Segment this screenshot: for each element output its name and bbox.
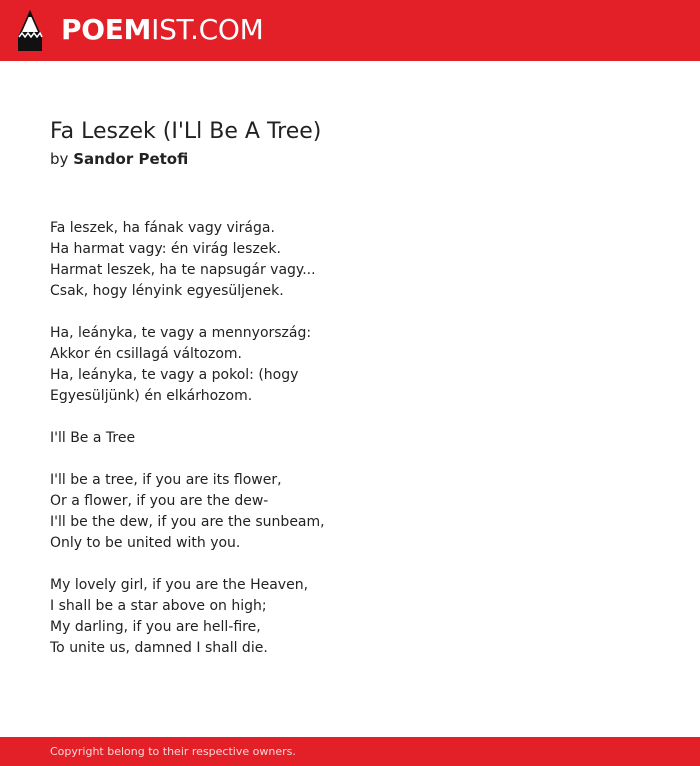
poem-line: Ha harmat vagy: én virág leszek. [50,241,281,257]
poem-title: Fa Leszek (I'Ll Be A Tree) [50,119,322,144]
poem-line: Harmat leszek, ha te napsugár vagy... [50,262,316,278]
byline [50,148,188,170]
poem-line: Or a flower, if you are the dew- [50,493,269,509]
by-label: by [50,150,69,168]
poem-line: Akkor én csillagá változom. [50,346,242,362]
site-footer [0,737,700,766]
poem-line: My lovely girl, if you are the Heaven, [50,577,309,593]
poem-line: Ha, leányka, te vagy a pokol: (hogy [50,367,299,383]
poem-line: Csak, hogy lényink egyesüljenek. [50,283,284,299]
poem-stanza [50,575,650,659]
poem-line: My darling, if you are hell-fire, [50,619,261,635]
poem-body [50,218,650,659]
poem-line: Only to be united with you. [50,535,241,551]
poem-stanza [50,323,650,407]
poem-line: To unite us, damned I shall die. [50,640,268,656]
poem-stanza [50,218,650,302]
poem-line: I'll be a tree, if you are its flower, [50,472,282,488]
poem-line: I shall be a star above on high; [50,598,267,614]
poem-line: Fa leszek, ha fának vagy virága. [50,220,275,236]
site-header [0,0,700,61]
site-logo[interactable] [61,10,264,50]
poem-stanza [50,470,650,554]
author-name: Sandor Petofi [73,150,189,168]
poem-stanza [50,428,650,449]
logo-text-light: IST.COM [151,13,264,46]
poem-line: Egyesüljünk) én elkárhozom. [50,388,253,404]
poem-line: I'll be the dew, if you are the sunbeam, [50,514,325,530]
poem-line: Ha, leányka, te vagy a mennyország: [50,325,312,341]
poem-line: I'll Be a Tree [50,430,136,446]
pencil-icon[interactable] [17,9,43,52]
copyright-text: Copyright belong to their respective owners. [50,745,296,758]
logo-text-bold: POEM [61,13,152,46]
